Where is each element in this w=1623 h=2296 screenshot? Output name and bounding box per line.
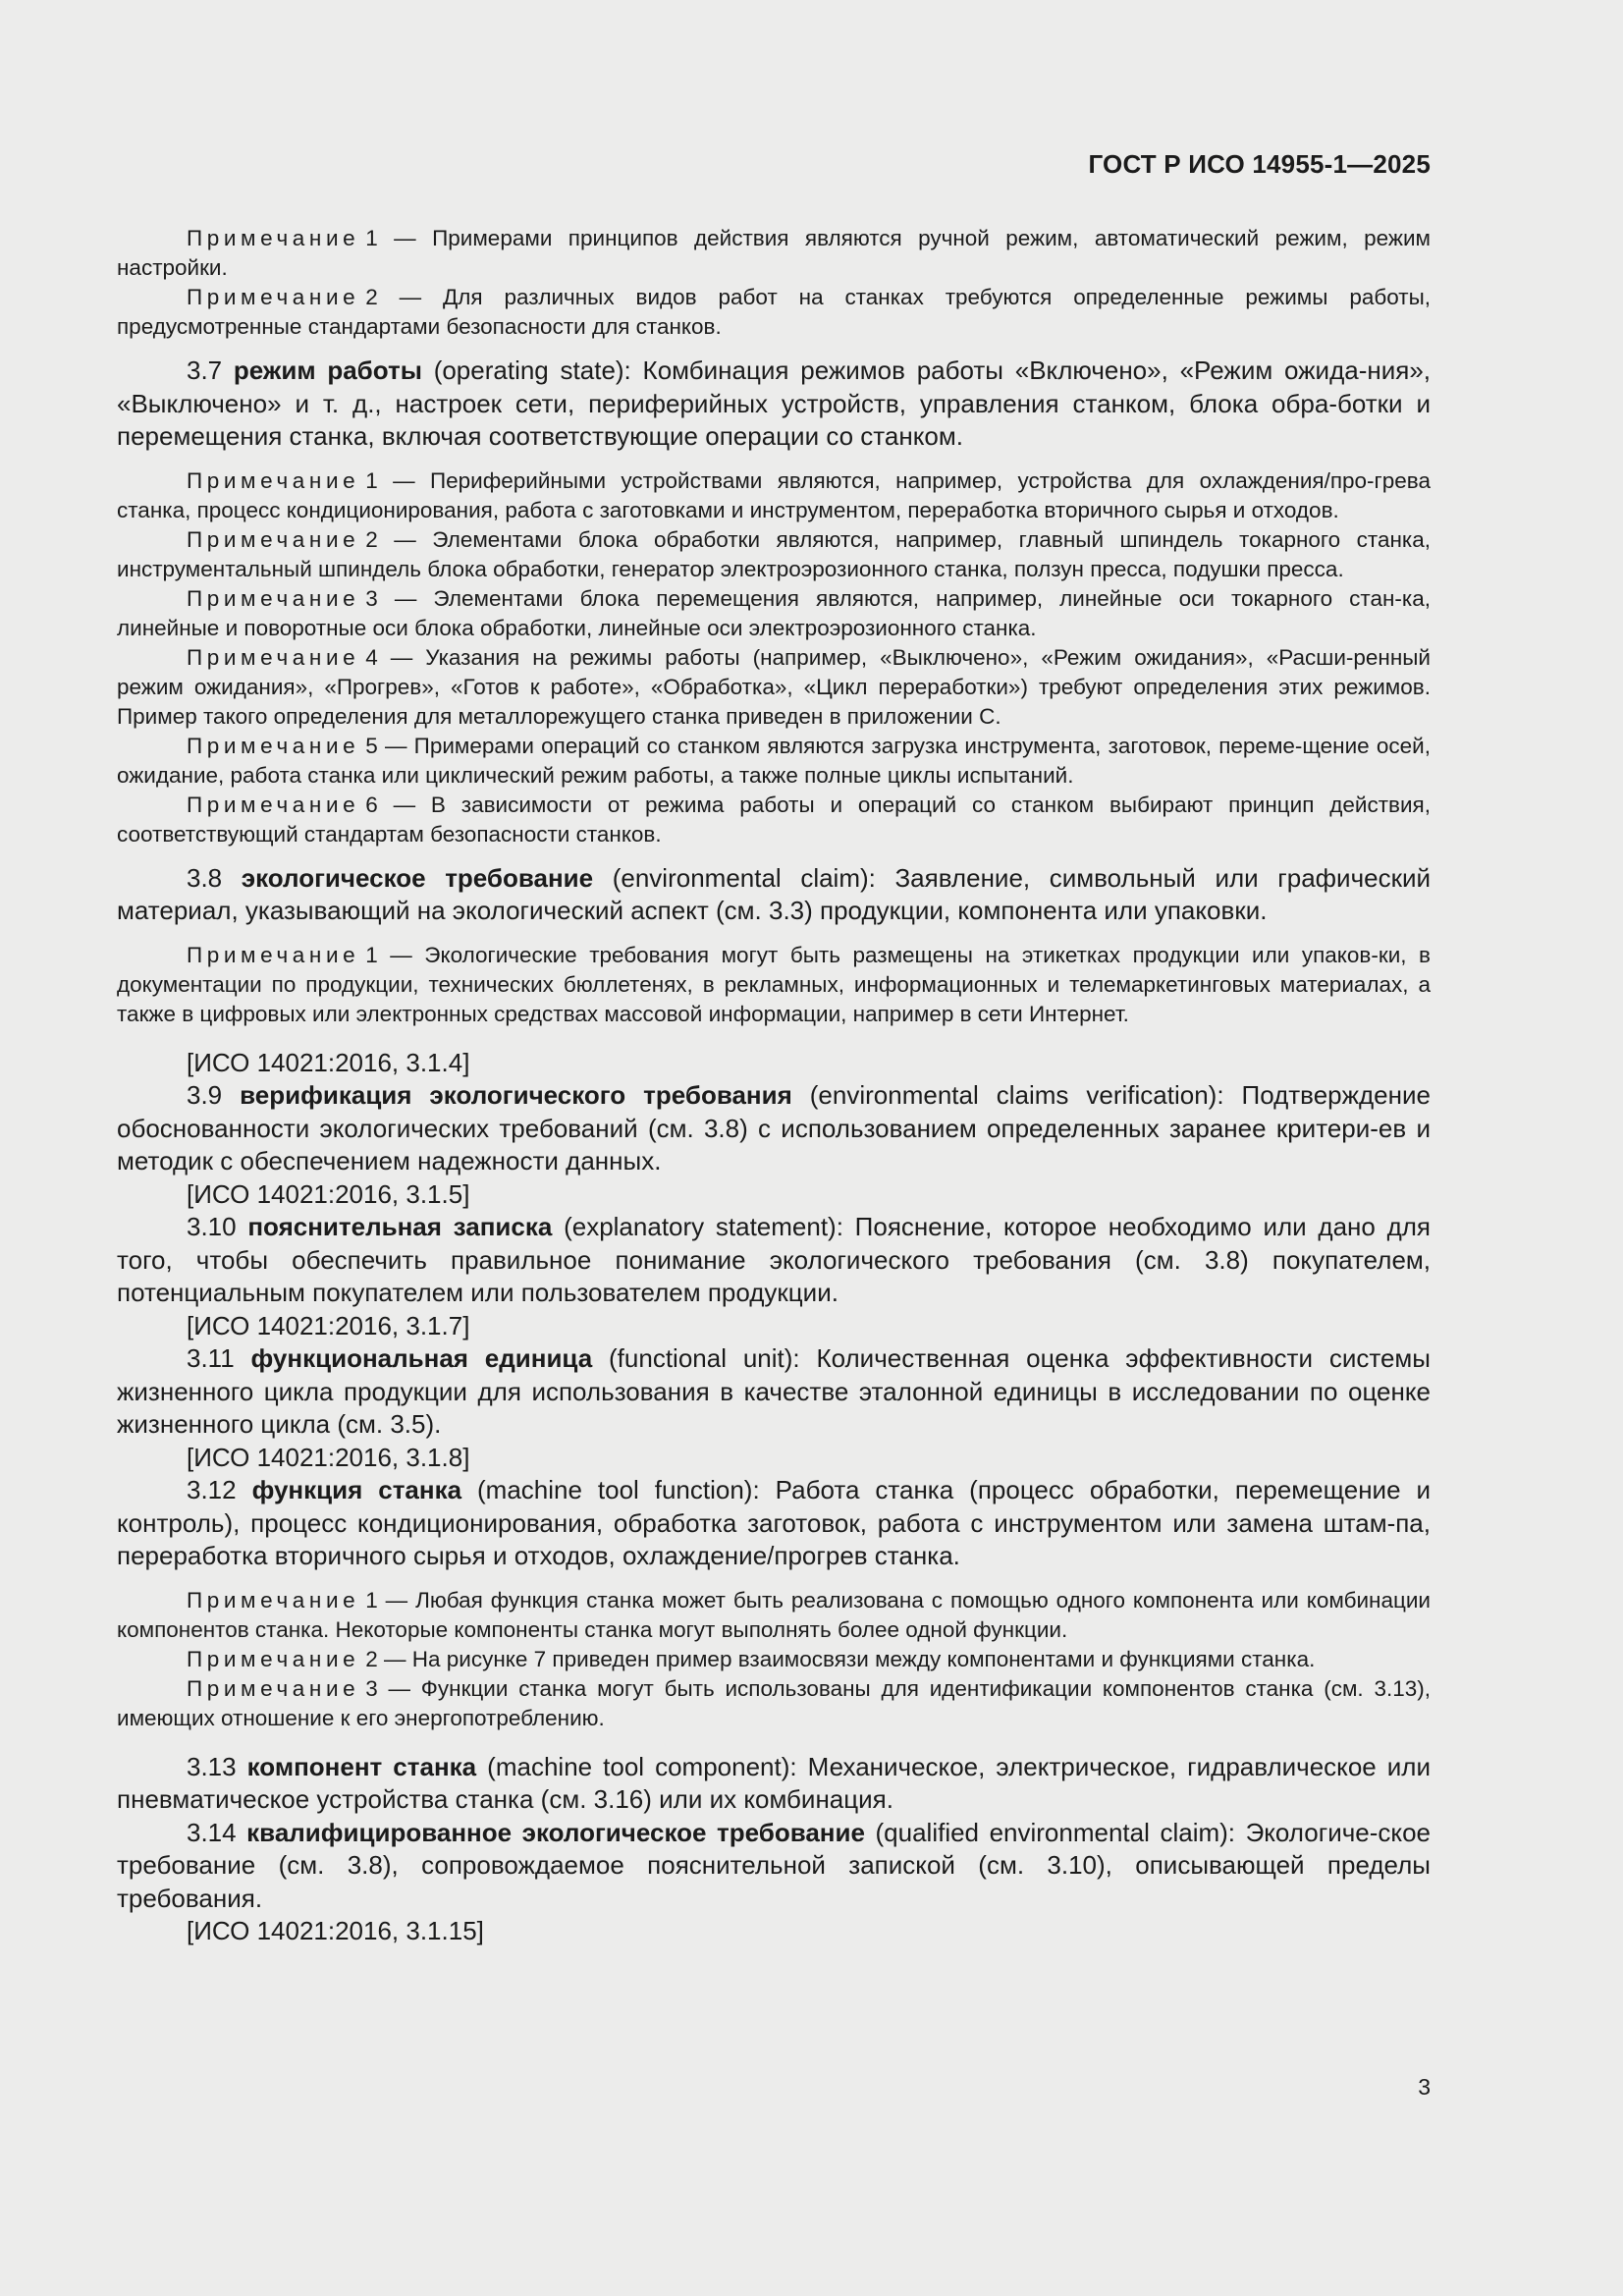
term-definition-3-10	[117, 1211, 1431, 1310]
note-label: Примечание	[187, 1675, 360, 1701]
term-number: 3.7	[187, 355, 234, 385]
note-text: 3 — Элементами блока перемещения являются, например, линейные оси токарного стан-ка, линейные и поворотные оси блока обработки, линейные оси электроэрозионного станка.	[117, 585, 1431, 640]
term-number: 3.12	[187, 1475, 252, 1504]
note-label: Примечание	[187, 644, 360, 670]
note-text: 2 — Элементами блока обработки являются, например, главный шпиндель токарного станка, инструментальный шпиндель блока обработки, генератор электроэрозионного станка, ползун пресса, подушки пресса.	[117, 526, 1431, 581]
term-number: 3.14	[187, 1817, 247, 1847]
note	[117, 224, 1431, 283]
term-name: режим работы	[233, 355, 422, 385]
source-reference: [ИСО 14021:2016, 3.1.15]	[187, 1916, 484, 1945]
note-text: 3 — Функции станка могут быть использованы для идентификации компонентов станка (см. 3.13), имеющих отношение к его энергопотреблению.	[117, 1675, 1431, 1730]
term-text: (qualified environmental claim): Экологиче-ское требование (см. 3.8), сопровождаемое пояснительной запиской (см. 3.10), описывающей пределы требования.	[117, 1817, 1431, 1913]
term-number: 3.13	[187, 1751, 247, 1781]
note-label: Примечание	[187, 733, 360, 758]
note-text: 1 — Экологические требования могут быть размещены на этикетках продукции или упаков-ки, в документации по продукции, технических бюллетенях, в рекламных, информационных и телемаркетинговых материалах, а также в цифровых или электронных средствах массовой информации, например в сети Интернет.	[117, 942, 1431, 1026]
source-reference: [ИСО 14021:2016, 3.1.4]	[187, 1047, 470, 1077]
term-definition-3-12	[117, 1474, 1431, 1573]
term-text: (environmental claim): Заявление, символьный или графический материал, указывающий на экологический аспект (см. 3.3) продукции, компонента или упаковки.	[117, 862, 1432, 925]
note-text: 1 — Любая функция станка может быть реализована с помощью одного компонента или комбинации компонентов станка. Некоторые компоненты станка могут выполнять более одной функции.	[117, 1587, 1431, 1642]
note-label: Примечание	[187, 585, 360, 611]
term-definition-3-13	[117, 1751, 1431, 1817]
note	[117, 283, 1431, 342]
note-label: Примечание	[187, 526, 360, 552]
note-text: 4 — Указания на режимы работы (например, «Выключено», «Режим ожидания», «Расши-ренный режим ожидания», «Прогрев», «Готов к работе», «Обработка», «Цикл переработки») требуют определения этих режимов. Пример такого определения для металлорежущего станка приведен в приложении С.	[117, 644, 1431, 729]
note	[117, 643, 1431, 732]
term-name: верификация экологического требования	[240, 1080, 792, 1110]
page-number: 3	[1418, 2074, 1431, 2100]
source-reference: [ИСО 14021:2016, 3.1.8]	[187, 1442, 470, 1472]
note-label: Примечание	[187, 942, 360, 967]
note	[117, 584, 1431, 643]
note-label: Примечание	[187, 226, 360, 250]
document-body	[117, 224, 1431, 1948]
source-reference: [ИСО 14021:2016, 3.1.7]	[187, 1310, 470, 1340]
source-reference: [ИСО 14021:2016, 3.1.5]	[187, 1178, 470, 1209]
term-definition-3-11	[117, 1342, 1431, 1442]
note	[117, 732, 1431, 791]
note-text: 1 — Примерами принципов действия являются ручной режим, автоматический режим, режим настройки.	[117, 226, 1431, 280]
note	[117, 1586, 1431, 1645]
note	[117, 791, 1431, 849]
note-label: Примечание	[187, 1646, 360, 1671]
note	[117, 941, 1431, 1029]
note-label: Примечание	[187, 467, 360, 493]
term-number: 3.9	[187, 1080, 241, 1110]
note-text: 5 — Примерами операций со станком являются загрузка инструмента, заготовок, переме-щение осей, ожидание, работа станка или циклический режим работы, а также полные циклы испытаний.	[117, 733, 1431, 788]
note-label: Примечание	[187, 1587, 360, 1613]
term-name: компонент станка	[246, 1751, 477, 1781]
term-number: 3.11	[187, 1343, 251, 1373]
term-name: функциональная единица	[250, 1343, 593, 1373]
term-name: пояснительная записка	[247, 1212, 553, 1241]
term-name: функция станка	[251, 1475, 462, 1504]
term-name: квалифицированное экологическое требование	[246, 1817, 865, 1847]
term-text: (machine tool function): Работа станка (процесс обработки, перемещение и контроль), процесс кондиционирования, обработка заготовок, работа с инструментом или замена штам-па, переработка вторичного сырья и отходов, охлаждение/прогрев станка.	[117, 1475, 1432, 1570]
term-text: (machine tool component): Механическое, электрическое, гидравлическое или пневматическое устройства станка (см. 3.16) или их комбинация.	[117, 1751, 1431, 1814]
term-name: экологическое требование	[241, 862, 594, 893]
note	[117, 1674, 1431, 1733]
note	[117, 466, 1431, 525]
term-definition-3-8	[117, 862, 1431, 928]
term-number: 3.10	[187, 1212, 248, 1241]
note	[117, 525, 1431, 584]
note-label: Примечание	[187, 285, 360, 309]
term-text: (environmental claims verification): Подтверждение обоснованности экологических требований (см. 3.8) с использованием определенных заранее критери-ев и методик с обеспечением надежности данных.	[117, 1080, 1431, 1175]
term-number: 3.8	[187, 862, 242, 893]
document-code-header: ГОСТ Р ИСО 14955-1—2025	[1088, 149, 1431, 179]
term-text: (explanatory statement): Пояснение, которое необходимо или дано для того, чтобы обеспечить правильное понимание экологического требования (см. 3.8) покупателем, потенциальным покупателем или пользователем продукции.	[117, 1212, 1432, 1307]
note-label: Примечание	[187, 792, 360, 817]
term-text: (functional unit): Количественная оценка эффективности системы жизненного цикла продукции для использования в качестве эталонной единицы в исследовании по оценке жизненного цикла (см. 3.5).	[117, 1343, 1431, 1439]
term-definition-3-14	[117, 1817, 1431, 1916]
term-definition-3-7	[117, 355, 1431, 454]
note-text: 1 — Периферийными устройствами являются, например, устройства для охлаждения/про-грева станка, процесс кондиционирования, работа с заготовками и инструментом, переработка вторичного сырья и отходов.	[117, 467, 1431, 522]
note	[117, 1645, 1431, 1674]
term-definition-3-9	[117, 1079, 1431, 1178]
note-text: 2 — На рисунке 7 приведен пример взаимосвязи между компонентами и функциями станка.	[365, 1646, 1316, 1671]
note-text: 2 — Для различных видов работ на станках требуются определенные режимы работы, предусмотренные стандартами безопасности для станков.	[117, 285, 1431, 339]
term-text: (operating state): Комбинация режимов работы «Включено», «Режим ожида-ния», «Выключено» и т. д., настроек сети, периферийных устройств, управления станком, блока обра-ботки и перемещения станка, включая соответствующие операции со станком.	[117, 355, 1432, 451]
note-text: 6 — В зависимости от режима работы и операций со станком выбирают принцип действия, соответствующий стандартам безопасности станков.	[117, 792, 1431, 847]
